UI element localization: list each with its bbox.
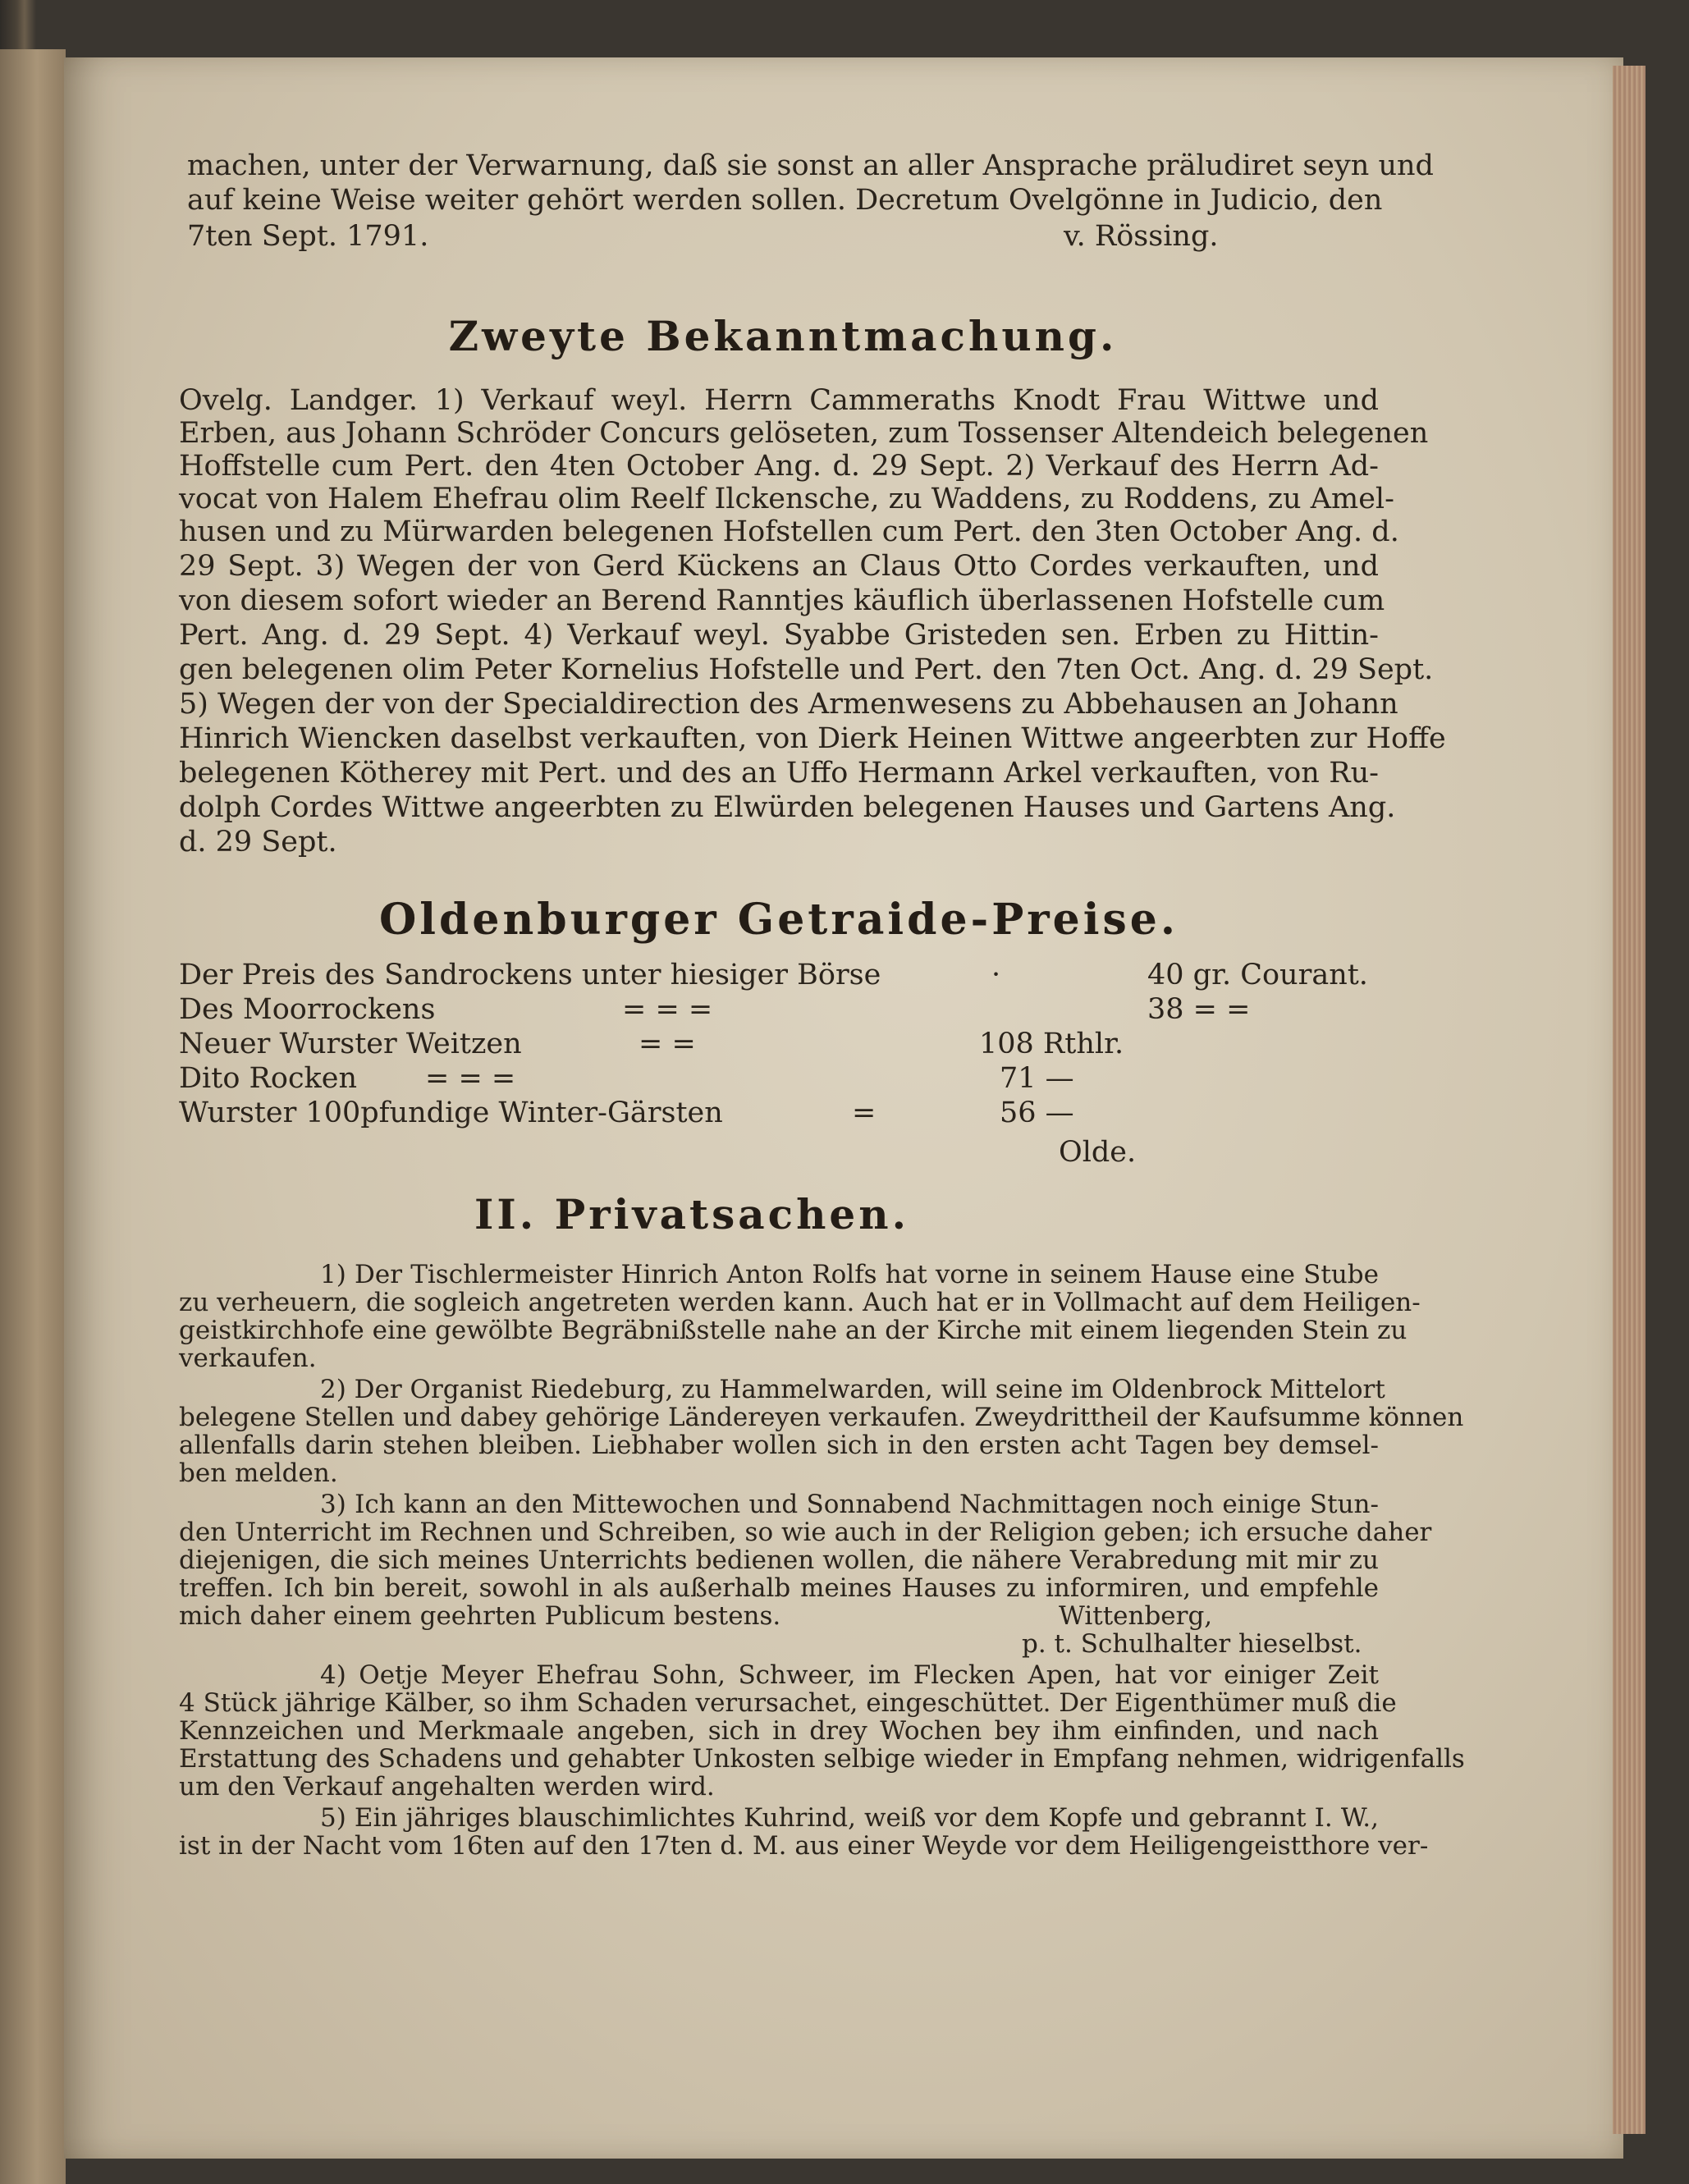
notice-line: Hinrich Wiencken daselbst verkauften, von Dierk Heinen Wittwe angeerbten zur Hoffe: [179, 722, 1446, 755]
notice-line-last: d. 29 Sept.: [179, 826, 337, 858]
price-row: [179, 993, 1379, 1026]
notice-line: belegenen Kötherey mit Pert. und des an Uffo Hermann Arkel verkauften, von Ru-: [179, 757, 1379, 790]
price-value: 71 —: [1000, 1062, 1074, 1095]
signature-title: p. t. Schulhalter hieselbst.: [1022, 1629, 1362, 1659]
private-item-line: 2) Der Organist Riedeburg, zu Hammelwarden, will seine im Oldenbrock Mittelort: [320, 1375, 1385, 1404]
notice-line: dolph Cordes Wittwe angeerbten zu Elwürden belegenen Hauses und Gartens Ang.: [179, 791, 1396, 824]
price-value: 108 Rthlr.: [979, 1028, 1124, 1060]
private-item-line: 3) Ich kann an den Mittewochen und Sonnabend Nachmittagen noch einige Stun-: [320, 1490, 1379, 1519]
decree-signature: v. Rössing.: [1064, 220, 1219, 253]
price-dots: = = =: [622, 993, 713, 1026]
notice-line: Hoffstelle cum Pert. den 4ten October Ang. d. 29 Sept. 2) Verkauf des Herrn Ad-: [179, 450, 1379, 483]
price-label: Der Preis des Sandrockens unter hiesiger Börse: [179, 959, 881, 991]
top-line-2: auf keine Weise weiter gehört werden sollen. Decretum Ovelgönne in Judicio, den: [187, 184, 1383, 217]
price-row: [179, 1097, 1379, 1129]
private-item-line: geistkirchhofe eine gewölbte Begräbnißstelle nahe an der Kirche mit einem liegenden Stein zu: [179, 1316, 1408, 1345]
price-dots: =: [852, 1097, 877, 1129]
notice-line: Pert. Ang. d. 29 Sept. 4) Verkauf weyl. Syabbe Gristeden sen. Erben zu Hittin-: [179, 619, 1379, 652]
price-row: [179, 1028, 1379, 1060]
price-row: [179, 959, 1379, 991]
price-label: Dito Rocken: [179, 1062, 358, 1095]
price-dots: = =: [639, 1028, 696, 1060]
private-item-line: um den Verkauf angehalten werden wird.: [179, 1772, 715, 1802]
decree-date: 7ten Sept. 1791.: [187, 220, 429, 253]
price-dots: = = =: [425, 1062, 516, 1095]
private-item-line: verkaufen.: [179, 1344, 317, 1373]
price-label: Des Moorrockens: [179, 993, 436, 1026]
private-item-line: Kennzeichen und Merkmaale angeben, sich in drey Wochen bey ihm einfinden, und nach: [179, 1716, 1379, 1746]
price-value: 40 gr. Courant.: [1147, 959, 1368, 991]
private-item-line: 1) Der Tischlermeister Hinrich Anton Rolfs hat vorne in seinem Hause eine Stube: [320, 1260, 1379, 1289]
notice-line: Ovelg. Landger. 1) Verkauf weyl. Herrn Cammeraths Knodt Frau Wittwe und: [179, 384, 1379, 417]
notice-line: vocat von Halem Ehefrau olim Reelf Ilckensche, zu Waddens, zu Roddens, zu Amel-: [179, 483, 1394, 515]
private-item-line: belegene Stellen und dabey gehörige Ländereyen verkaufen. Zweydrittheil der Kaufsumme können: [179, 1403, 1464, 1432]
private-item-line: 4) Oetje Meyer Ehefrau Sohn, Schweer, im Flecken Apen, hat vor einiger Zeit: [320, 1660, 1379, 1690]
notice-line: 29 Sept. 3) Wegen der von Gerd Kückens an Claus Otto Cordes verkauften, und: [179, 550, 1379, 583]
section-heading-private: II. Privatsachen.: [474, 1190, 909, 1239]
notice-line: 5) Wegen der von der Specialdirection des Armenwesens zu Abbehausen an Johann: [179, 688, 1398, 721]
notice-line: von diesem sofort wieder an Berend Ranntjes käuflich überlassenen Hofstelle cum: [179, 584, 1385, 617]
private-item-line: Erstattung des Schadens und gehabter Unkosten selbige wieder in Empfang nehmen, widrigenfalls: [179, 1744, 1465, 1774]
signature-name: Wittenberg,: [1059, 1601, 1213, 1631]
price-label: Wurster 100pfundige Winter-Gärsten: [179, 1097, 723, 1129]
private-item-line: allenfalls darin stehen bleiben. Liebhaber wollen sich in den ersten acht Tagen bey demsel-: [179, 1431, 1379, 1460]
section-heading-prices: Oldenburger Getraide-Preise.: [379, 895, 1179, 945]
private-item-line: diejenigen, die sich meines Unterrichts bedienen wollen, die nähere Verabredung mit mir zu: [179, 1545, 1379, 1575]
price-value: 38 = =: [1147, 993, 1251, 1026]
price-label: Neuer Wurster Weitzen: [179, 1028, 522, 1060]
private-item-line: treffen. Ich bin bereit, sowohl in als außerhalb meines Hauses zu informiren, und empfehle: [179, 1573, 1379, 1603]
price-row: [179, 1062, 1379, 1095]
private-item-line: zu verheuern, die sogleich angetreten werden kann. Auch hat er in Vollmacht auf dem Heiligen-: [179, 1288, 1421, 1317]
price-value: 56 —: [1000, 1097, 1074, 1129]
private-item-line: 4 Stück jährige Kälber, so ihm Schaden verursachet, eingeschüttet. Der Eigenthümer muß die: [179, 1688, 1397, 1718]
private-item-line: den Unterricht im Rechnen und Schreiben, so wie auch in der Religion geben; ich ersuche daher: [179, 1518, 1432, 1547]
notice-line: Erben, aus Johann Schröder Concurs gelöseten, zum Tossenser Altendeich belegenen: [179, 417, 1429, 450]
notice-line: husen und zu Mürwarden belegenen Hofstellen cum Pert. den 3ten October Ang. d.: [179, 515, 1399, 548]
private-item-line: ist in der Nacht vom 16ten auf den 17ten d. M. aus einer Weyde vor dem Heiligengeistthore ver-: [179, 1831, 1429, 1861]
top-line-1: machen, unter der Verwarnung, daß sie sonst an aller Ansprache präludiret seyn und: [187, 149, 1434, 182]
notice-line: gen belegenen olim Peter Kornelius Hofstelle und Pert. den 7ten Oct. Ang. d. 29 Sept.: [179, 653, 1434, 686]
price-source: Olde.: [1059, 1136, 1137, 1169]
section-heading-notice: Zweyte Bekanntmachung.: [448, 312, 1118, 360]
private-item-line: mich daher einem geehrten Publicum bestens.: [179, 1601, 781, 1631]
private-item-line: 5) Ein jähriges blauschimlichtes Kuhrind, weiß vor dem Kopfe und gebrannt I. W.,: [320, 1803, 1379, 1833]
price-dots: ·: [991, 959, 1001, 991]
private-item-line: ben melden.: [179, 1458, 338, 1488]
